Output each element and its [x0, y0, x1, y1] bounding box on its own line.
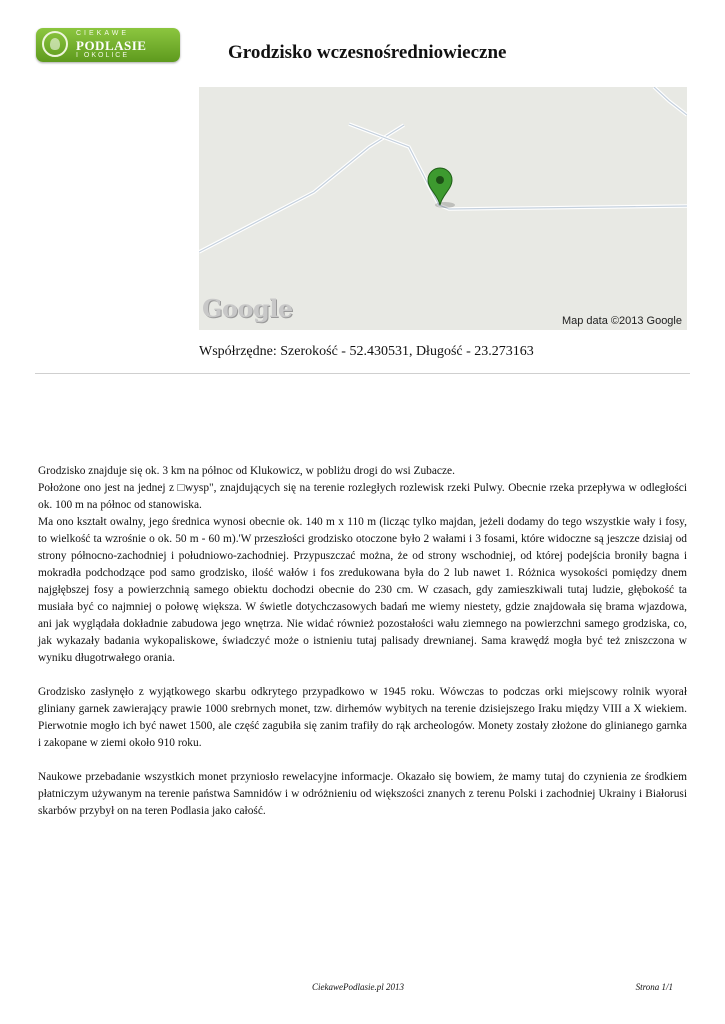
paragraph-line: Położone ono jest na jednej z □wysp", znajdujących się na terenie rozległych rozlewisk rzeki Pulwy. Obecnie rzeka przepływa w odległości ok. 100 m na północ od stanowiska. [38, 482, 687, 511]
page-title: Grodzisko wczesnośredniowieczne [228, 42, 507, 63]
paragraph-1 [38, 463, 687, 667]
footer-page-number: Strona 1/1 [635, 982, 673, 992]
paragraph-3: Naukowe przebadanie wszystkich monet przyniosło rewelacyjne informacje. Okazało się bowiem, że mamy tutaj do czynienia ze środkiem płatniczym używanym na terenie państwa Samnidów i w odróżnieniu od większości znanych z terenu Polski i zachodniej Ukrainy i Białorusi skarbów przybył on na teren Podlasia jako całość. [38, 771, 687, 817]
site-logo[interactable] [36, 28, 180, 62]
bison-icon [42, 31, 68, 57]
coordinates: Współrzędne: Szerokość - 52.430531, Długość - 23.273163 [199, 344, 534, 359]
map-attribution: Map data ©2013 Google [561, 315, 682, 327]
logo-line-3: I OKOLICE [76, 52, 130, 59]
article-body [38, 463, 687, 837]
paragraph-line: Ma ono kształt owalny, jego średnica wynosi obecnie ok. 140 m x 110 m (licząc tylko majdan, jeżeli dodamy do tego wszystkie wały i fosy, to wielkość ta wzrośnie o ok. 50 m - 60 m).'W przeszłości grodzisko otoczone było 2 wałami i 3 fosami, które widoczne są jeszcze dzisiaj od strony północno-zachodniej i południowo-zachodniej. Przypuszczać można, że od strony wschodniej, od której podejścia broniły bagna i mokradła podchodzące pod samo grodzisko, ilość wałów i fos zredukowana była do 2 lub nawet 1. Różnica wysokości pomiędzy dnem najgłębszej fosy a powierzchnią samego obiektu dochodzi obecnie do 230 cm. W czasach, gdy zamieszkiwali tutaj ludzie, głębokość ta musiała być co najmniej o połowę większa. W świetle dotychczasowych badań me wiemy niestety, gdzie znajdowała się brama wjazdowa, ani jak wyglądała dokładnie zabudowa jego wnętrza. Nie widać również pozostałości wału ziemnego na powierzchni samego grodziska, co, jak wykazały badania wykopaliskowe, świadczyć może o istnieniu tutaj palisady drewnianej. Sama krawędź mogła być też zniszczona w wyniku długotrwałego orania. [38, 516, 687, 664]
map-marker-icon[interactable] [428, 168, 455, 208]
paragraph-line: Grodzisko znajduje się ok. 3 km na północ od Klukowicz, w pobliżu drogi do wsi Zubacze. [38, 465, 455, 477]
divider [35, 373, 690, 374]
google-logo: Google [202, 294, 293, 323]
footer-site: CiekawePodlasie.pl 2013 [312, 982, 404, 992]
map-view[interactable] [199, 87, 687, 330]
logo-line-1: CIEKAWE [76, 30, 130, 37]
paragraph-2: Grodzisko zasłynęło z wyjątkowego skarbu odkrytego przypadkowo w 1945 roku. Wówczas to podczas orki miejscowy rolnik wyorał gliniany garnek zawierający prawie 1000 srebrnych monet, tzw. dirhemów wybitych na terenie dzisiejszego Iraku między VIII a X wiekiem. Pierwotnie mogło ich być nawet 1500, ale część zagubiła się zanim trafiły do rąk archeologów. Monety zostały złożone do glinianego garnka i zakopane w ziemi około 910 roku. [38, 686, 687, 749]
logo-line-2: PODLASIE [76, 38, 147, 53]
